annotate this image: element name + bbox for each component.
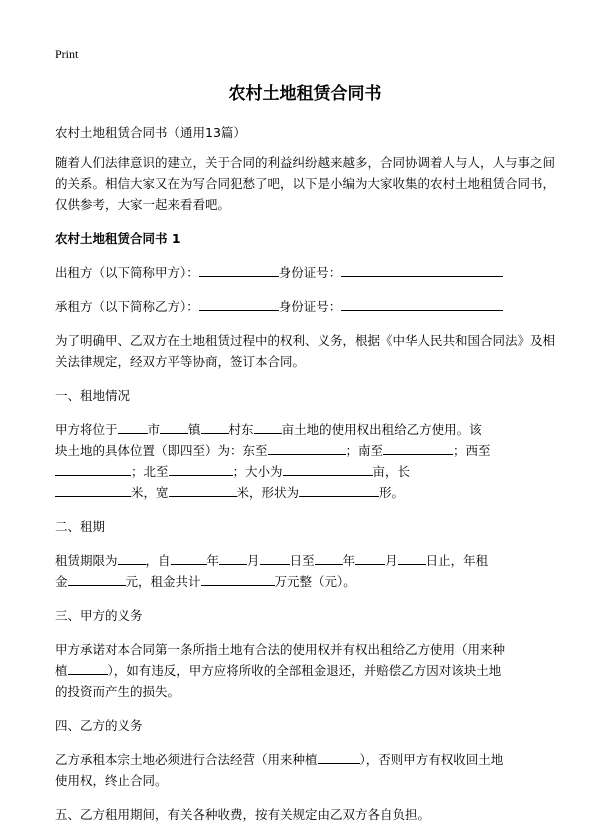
text: 日止，年租: [425, 553, 489, 568]
heading-party-a-duty: 三、甲方的义务: [55, 608, 143, 623]
blank-field: [341, 298, 503, 311]
text: 亩土地的使用权出租给乙方使用。该: [281, 422, 482, 437]
blank-field: [118, 552, 146, 565]
subtitle: 农村土地租赁合同书（通用13篇）: [55, 125, 246, 140]
blank-field: [171, 552, 207, 565]
blank-field: [341, 264, 503, 277]
party-b-duty-paragraph: [55, 749, 555, 791]
intro-paragraph: 随着人们法律意识的建立，关于合同的利益纠纷越来越多，合同协调着人与人，人与事之间的关系。相信大家又在为写合同犯愁了吧，以下是小编为大家收集的农村土地租赁合同书，仅供参考，大家一起来看看吧。: [55, 155, 556, 212]
section-title: 农村土地租赁合同书 1: [55, 231, 181, 246]
text: ；南至: [345, 443, 384, 458]
blank-field: [254, 421, 282, 434]
heading-term: 二、租期: [55, 519, 106, 534]
text: ；北至: [131, 464, 169, 479]
party-b-label: 承租方（以下简称乙方）：: [55, 299, 199, 314]
text: 米，宽: [131, 485, 169, 500]
party-a-label: 出租方（以下简称甲方）：: [55, 265, 199, 280]
blank-field: [199, 298, 279, 311]
blank-field: [383, 442, 453, 455]
blank-field: [219, 552, 247, 565]
text: 使用权，终止合同。: [55, 773, 168, 788]
blank-field: [169, 463, 233, 476]
blank-field: [355, 552, 385, 565]
blank-field: [160, 421, 188, 434]
text: 镇: [188, 422, 201, 437]
party-a-id-label: 身份证号：: [278, 265, 342, 280]
heading-party-b-duty: 四、乙方的义务: [55, 718, 143, 733]
heading-land: 一、租地情况: [55, 388, 131, 403]
text: 的投资而产生的损失。: [55, 684, 181, 699]
text: 形。: [379, 485, 405, 500]
text: ；大小为: [232, 464, 283, 479]
blank-field: [201, 421, 229, 434]
party-a-line: [55, 262, 555, 283]
blank-field: [318, 751, 360, 764]
text: 甲方承诺对本合同第一条所指土地有合法的使用权并有权出租给乙方使用（用来种: [55, 642, 506, 657]
blank-field: [55, 484, 131, 497]
blank-field: [55, 463, 131, 476]
text: ），否则甲方有权收回土地: [359, 752, 504, 767]
party-b-id-label: 身份证号：: [278, 299, 342, 314]
party-b-line: [55, 296, 555, 317]
document-title: 农村土地租赁合同书: [228, 84, 382, 104]
blank-field: [118, 421, 148, 434]
text: ；西至: [453, 443, 491, 458]
text: 市: [147, 422, 161, 437]
land-paragraph: [55, 419, 555, 503]
blank-field: [201, 573, 275, 586]
blank-field: [268, 442, 346, 455]
blank-field: [299, 484, 379, 497]
party-a-duty-paragraph: [55, 639, 555, 702]
text: 村东: [228, 422, 254, 437]
blank-field: [315, 552, 343, 565]
text: 日至: [289, 553, 315, 568]
text: 亩，长: [372, 464, 411, 479]
text: 万元整（元）。: [274, 574, 356, 589]
blank-field: [199, 264, 279, 277]
text: 米，形状为: [236, 485, 300, 500]
preamble-paragraph: 为了明确甲、乙双方在土地租赁过程中的权利、义务，根据《中华人民共和国合同法》及相关法律规定，经双方平等协商，签订本合同。: [55, 333, 556, 369]
text: 块土地的具体位置（即四至）为：东至: [55, 443, 268, 458]
print-link[interactable]: Print: [55, 47, 79, 61]
blank-field: [68, 662, 108, 675]
text: ，自: [145, 553, 171, 568]
text: 植: [55, 663, 68, 678]
document-body: [55, 80, 555, 825]
text: 年: [206, 553, 220, 568]
blank-field: [398, 552, 426, 565]
text: ），如有违反，甲方应将所收的全部租金退还，并赔偿乙方因对该块土地: [107, 663, 502, 678]
clause-five: 五、乙方租用期间，有关各种收费，按有关规定由乙双方各自负担。: [55, 807, 431, 822]
text: 元，租金共计: [125, 574, 201, 589]
text: 金: [55, 574, 68, 589]
blank-field: [260, 552, 290, 565]
term-paragraph: [55, 550, 555, 592]
text: 租赁期限为: [55, 553, 118, 568]
text: 月: [247, 553, 260, 568]
text: 甲方将位于: [55, 422, 118, 437]
blank-field: [68, 573, 126, 586]
text: 月: [385, 553, 398, 568]
blank-field: [283, 463, 373, 476]
blank-field: [169, 484, 237, 497]
text: 乙方承租本宗土地必须进行合法经营（用来种植: [55, 752, 318, 767]
text: 年: [342, 553, 356, 568]
